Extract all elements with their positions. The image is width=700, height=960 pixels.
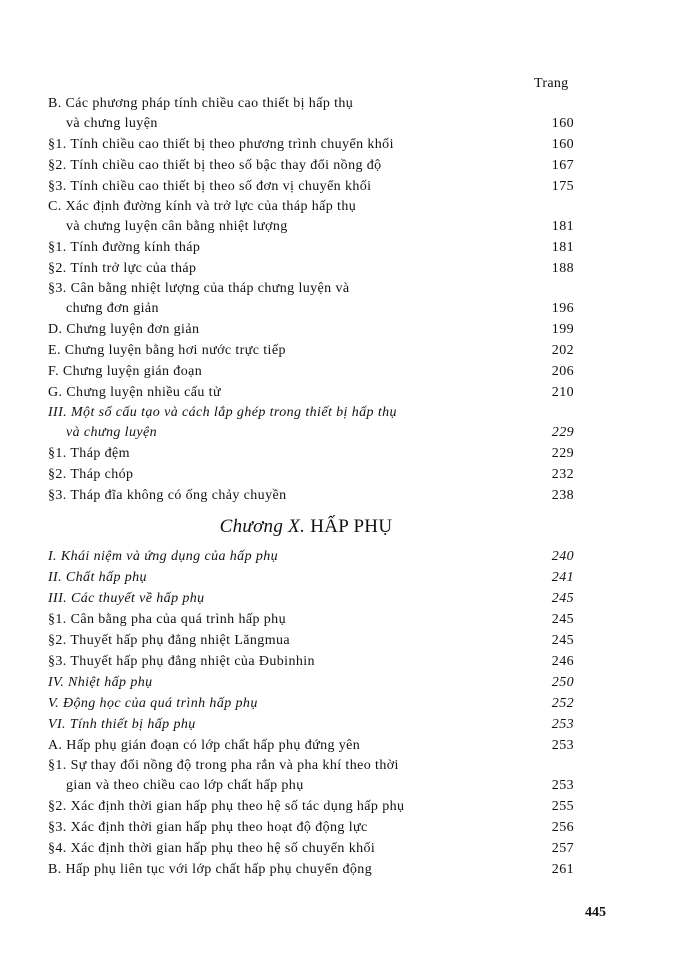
toc-entry (48, 859, 574, 880)
toc-entry-title: §2. Tính chiều cao thiết bị theo số bậc thay đổi nồng độ (48, 158, 382, 173)
toc-entry-page: 246 (551, 654, 574, 669)
toc-entry (48, 176, 574, 197)
toc-entry-title: B. Hấp phụ liên tục với lớp chất hấp phụ chuyển động (48, 862, 373, 877)
toc-entry (48, 155, 574, 176)
toc-entry-title: III. Các thuyết về hấp phụ (48, 591, 205, 606)
toc-entry-page: 181 (551, 219, 574, 234)
chapter-heading (48, 516, 574, 538)
toc-entry-title: A. Hấp phụ gián đoạn có lớp chất hấp phụ đứng yên (48, 738, 361, 753)
toc-entry-page: 232 (551, 467, 574, 482)
toc-entry-title: C. Xác định đường kính và trở lực của tháp hấp thụ (48, 199, 357, 214)
toc-entry-page: 181 (551, 240, 574, 255)
toc-entry-title: §1. Tính đường kính tháp (48, 240, 201, 255)
toc-entry-page: 261 (551, 862, 574, 877)
toc-entry-page: 210 (551, 385, 574, 400)
toc-entry-title: IV. Nhiệt hấp phụ (48, 675, 153, 690)
toc-entry (48, 94, 574, 134)
toc-entry-title: §2. Thuyết hấp phụ đẳng nhiệt Lăngmua (48, 633, 290, 648)
toc-entry-page: 253 (551, 717, 574, 732)
toc-entry-title: III. Một số cấu tạo và cách lắp ghép trong thiết bị hấp thụ (48, 405, 397, 420)
toc-entry (48, 361, 574, 382)
toc-entry-page: 160 (551, 116, 574, 131)
toc-entry-page: 196 (551, 301, 574, 316)
toc-entry (48, 817, 574, 838)
toc-entry-page: 253 (551, 738, 574, 753)
page-number: 445 (585, 905, 606, 920)
toc-entry (48, 630, 574, 651)
toc-entry-page: 160 (551, 137, 574, 152)
toc-entry (48, 403, 574, 443)
toc-entry-page: 202 (551, 343, 574, 358)
toc-entry-page: 188 (551, 261, 574, 276)
toc-entry (48, 279, 574, 319)
toc-entry-title-continued: gian và theo chiều cao lớp chất hấp phụ (66, 778, 304, 793)
toc-section-1 (48, 94, 574, 506)
toc-entry-title: §3. Xác định thời gian hấp phụ theo hoạt độ động lực (48, 820, 368, 835)
page-column-header: Trang (534, 76, 569, 91)
toc-entry-page: 175 (551, 179, 574, 194)
toc-entry (48, 485, 574, 506)
toc-entry-title-continued: chưng đơn giản (66, 301, 159, 316)
toc-entry-title: §1. Cân bằng pha của quá trình hấp phụ (48, 612, 286, 627)
toc-entry-page: 241 (551, 570, 574, 585)
table-of-contents (48, 94, 574, 880)
toc-entry (48, 609, 574, 630)
toc-entry (48, 546, 574, 567)
toc-section-2 (48, 546, 574, 880)
toc-entry-title: E. Chưng luyện bằng hơi nước trực tiếp (48, 343, 286, 358)
toc-entry-page: 199 (551, 322, 574, 337)
toc-entry-page: 245 (551, 612, 574, 627)
toc-entry-title: §1. Tính chiều cao thiết bị theo phương trình chuyển khối (48, 137, 394, 152)
toc-entry (48, 693, 574, 714)
toc-entry (48, 756, 574, 796)
toc-entry-page: 253 (551, 778, 574, 793)
toc-entry (48, 134, 574, 155)
toc-entry-title: §3. Tính chiều cao thiết bị theo số đơn vị chuyển khối (48, 179, 372, 194)
toc-entry-title: §1. Sự thay đổi nồng độ trong pha rắn và pha khí theo thời (48, 758, 399, 773)
toc-entry-title: F. Chưng luyện gián đoạn (48, 364, 203, 379)
toc-entry (48, 567, 574, 588)
toc-entry-page: 206 (551, 364, 574, 379)
toc-entry-title: §2. Tính trở lực của tháp (48, 261, 197, 276)
toc-entry (48, 735, 574, 756)
toc-entry (48, 237, 574, 258)
toc-entry (48, 588, 574, 609)
toc-entry (48, 796, 574, 817)
toc-entry-page: 245 (551, 633, 574, 648)
toc-entry (48, 340, 574, 361)
toc-entry-page: 256 (551, 820, 574, 835)
toc-entry-title: §4. Xác định thời gian hấp phụ theo hệ số chuyển khối (48, 841, 376, 856)
toc-entry-page: 245 (551, 591, 574, 606)
toc-entry (48, 672, 574, 693)
toc-entry-title: D. Chưng luyện đơn giản (48, 322, 200, 337)
toc-entry-title-continued: và chưng luyện (66, 116, 158, 131)
toc-entry-page: 229 (551, 446, 574, 461)
toc-entry-page: 250 (551, 675, 574, 690)
toc-entry-title: §2. Xác định thời gian hấp phụ theo hệ số tác dụng hấp phụ (48, 799, 405, 814)
toc-entry (48, 838, 574, 859)
toc-entry (48, 258, 574, 279)
toc-entry-title: B. Các phương pháp tính chiều cao thiết bị hấp thụ (48, 96, 354, 111)
toc-entry (48, 319, 574, 340)
toc-entry-page: 257 (551, 841, 574, 856)
toc-entry (48, 382, 574, 403)
toc-entry (48, 714, 574, 735)
toc-entry-title: §2. Tháp chóp (48, 467, 134, 482)
toc-entry (48, 651, 574, 672)
toc-entry-page: 240 (551, 549, 574, 564)
toc-entry-title: §1. Tháp đệm (48, 446, 130, 461)
toc-entry-page: 255 (551, 799, 574, 814)
toc-entry-title: G. Chưng luyện nhiều cấu tử (48, 385, 221, 400)
toc-entry-title-continued: và chưng luyện (66, 425, 157, 440)
toc-entry-title: §3. Cân bằng nhiệt lượng của tháp chưng luyện và (48, 281, 350, 296)
toc-entry-title: II. Chất hấp phụ (48, 570, 147, 585)
toc-entry-title: VI. Tính thiết bị hấp phụ (48, 717, 196, 732)
toc-entry-page: 252 (551, 696, 574, 711)
toc-entry (48, 464, 574, 485)
toc-entry-page: 238 (551, 488, 574, 503)
toc-entry-page: 167 (551, 158, 574, 173)
toc-entry-title: V. Động học của quá trình hấp phụ (48, 696, 258, 711)
toc-entry (48, 197, 574, 237)
toc-entry (48, 443, 574, 464)
toc-entry-title: I. Khái niệm và ứng dụng của hấp phụ (48, 549, 279, 564)
toc-entry-title: §3. Thuyết hấp phụ đẳng nhiệt của Đubinhin (48, 654, 315, 669)
chapter-title: HẤP PHỤ (310, 516, 393, 537)
toc-entry-title: §3. Tháp đĩa không có ống chảy chuyền (48, 488, 287, 503)
chapter-prefix: Chương X. (219, 516, 306, 537)
toc-entry-title-continued: và chưng luyện cân bằng nhiệt lượng (66, 219, 288, 234)
toc-entry-page: 229 (551, 425, 574, 440)
